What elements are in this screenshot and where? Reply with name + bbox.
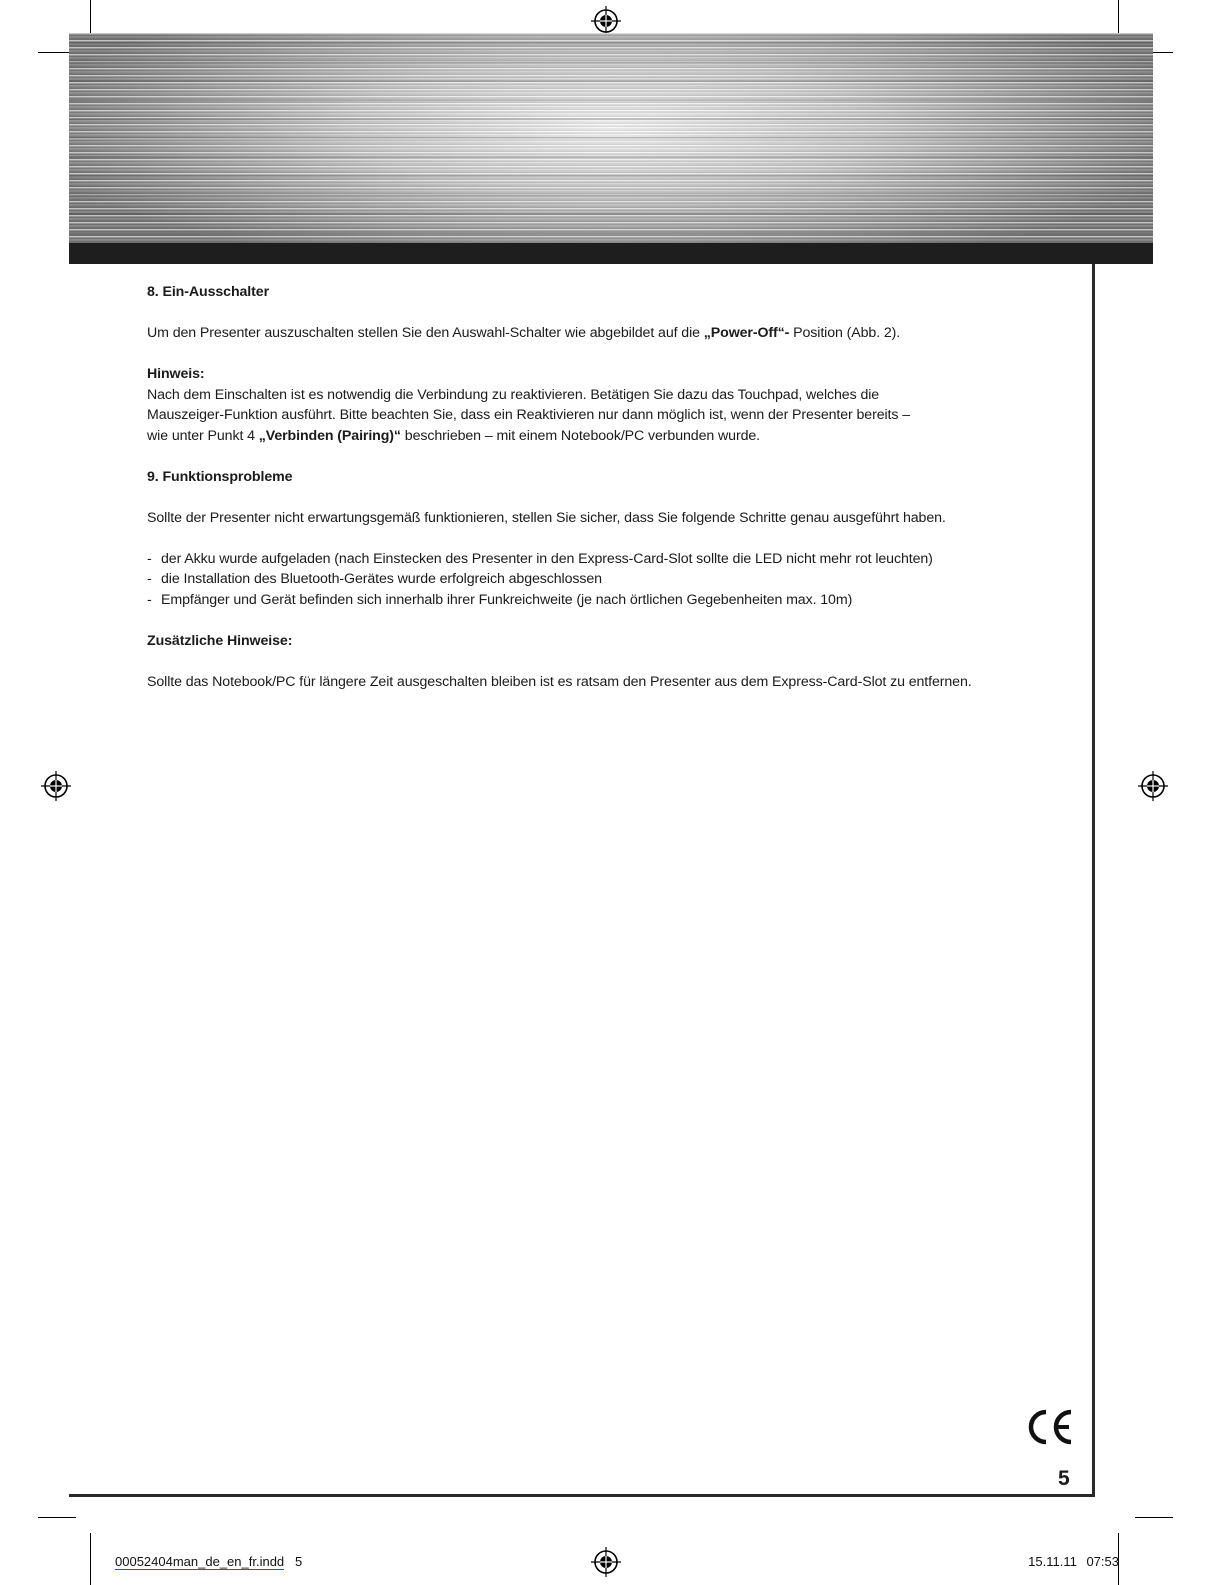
note-line (147, 426, 1072, 447)
section-9-paragraph: Sollte der Presenter nicht erwartungsgemäß funktionieren, stellen Sie sicher, dass Sie folgende Schritte genau ausgeführt haben. (147, 509, 946, 526)
pairing-reference: „Verbinden (Pairing)“ (258, 427, 401, 444)
section-9-heading: 9. Funktionsprobleme (147, 468, 293, 485)
section-8-text: Um den Presenter auszuschalten stellen Sie den Auswahl-Schalter wie abgebildet auf die (147, 325, 704, 341)
list-item-text: die Installation des Bluetooth-Gerätes wurde erfolgreich abgeschlossen (161, 571, 602, 587)
note-heading: Hinweis: (147, 366, 205, 382)
slug-file-info (115, 1554, 302, 1569)
power-off-label: „Power-Off“- (703, 325, 790, 341)
section-8-heading: 8. Ein-Ausschalter (147, 284, 269, 300)
slug-time: 07:53 (1086, 1554, 1119, 1569)
section-8-text-end: Position (Abb. 2). (789, 325, 901, 341)
slug-page: 5 (295, 1554, 303, 1569)
list-item-text: Empfänger und Gerät befinden sich innerhalb ihrer Funkreichweite (je nach örtlichen Gegebenheiten max. 10m) (161, 591, 853, 608)
extra-notes-heading: Zusätzliche Hinweise: (147, 632, 293, 649)
page-content (147, 282, 1072, 692)
crop-mark (1135, 1517, 1173, 1518)
section-8-paragraph (147, 323, 1072, 344)
ce-mark-icon (1027, 1408, 1075, 1446)
bottom-page-rule (69, 1494, 1095, 1497)
slug-date: 15.11.11 (1028, 1554, 1077, 1569)
crop-mark (38, 1517, 76, 1518)
list-item (147, 549, 1072, 570)
registration-crosshair-icon (591, 1547, 621, 1577)
crop-mark (90, 1533, 91, 1585)
page-number: 5 (1058, 1467, 1070, 1490)
brushed-metal-header (69, 33, 1153, 243)
list-item (147, 569, 1072, 590)
slug-timestamp (1028, 1554, 1119, 1569)
right-page-rule (1092, 264, 1095, 1496)
list-bullet: - (147, 571, 152, 587)
extra-notes-paragraph: Sollte das Notebook/PC für längere Zeit ausgeschalten bleiben ist es ratsam den Presenter aus dem Express-Card-Slot zu entfernen. (147, 673, 972, 690)
list-item (147, 590, 1072, 611)
slug-filename: 00052404man_de_en_fr.indd (115, 1554, 285, 1569)
header-dark-bar (69, 243, 1153, 264)
note-line: Nach dem Einschalten ist es notwendig die Verbindung zu reaktivieren. Betätigen Sie dazu das Touchpad, welches die (147, 386, 880, 403)
list-bullet: - (147, 591, 152, 608)
list-bullet: - (147, 550, 152, 567)
registration-crosshair-icon (1138, 771, 1168, 801)
registration-crosshair-icon (591, 6, 621, 36)
header-texture (69, 33, 1153, 243)
note-text: wie unter Punkt 4 (147, 427, 259, 444)
note-line: Mauszeiger-Funktion ausführt. Bitte beachten Sie, dass ein Reaktivieren nur dann möglich ist, wenn der Presenter bereits – (147, 407, 911, 423)
list-item-text: der Akku wurde aufgeladen (nach Einstecken des Presenter in den Express-Card-Slot sollte die LED nicht mehr rot leuchten) (161, 550, 933, 567)
registration-crosshair-icon (41, 771, 71, 801)
note-text-end: beschrieben – mit einem Notebook/PC verbunden wurde. (400, 427, 760, 444)
